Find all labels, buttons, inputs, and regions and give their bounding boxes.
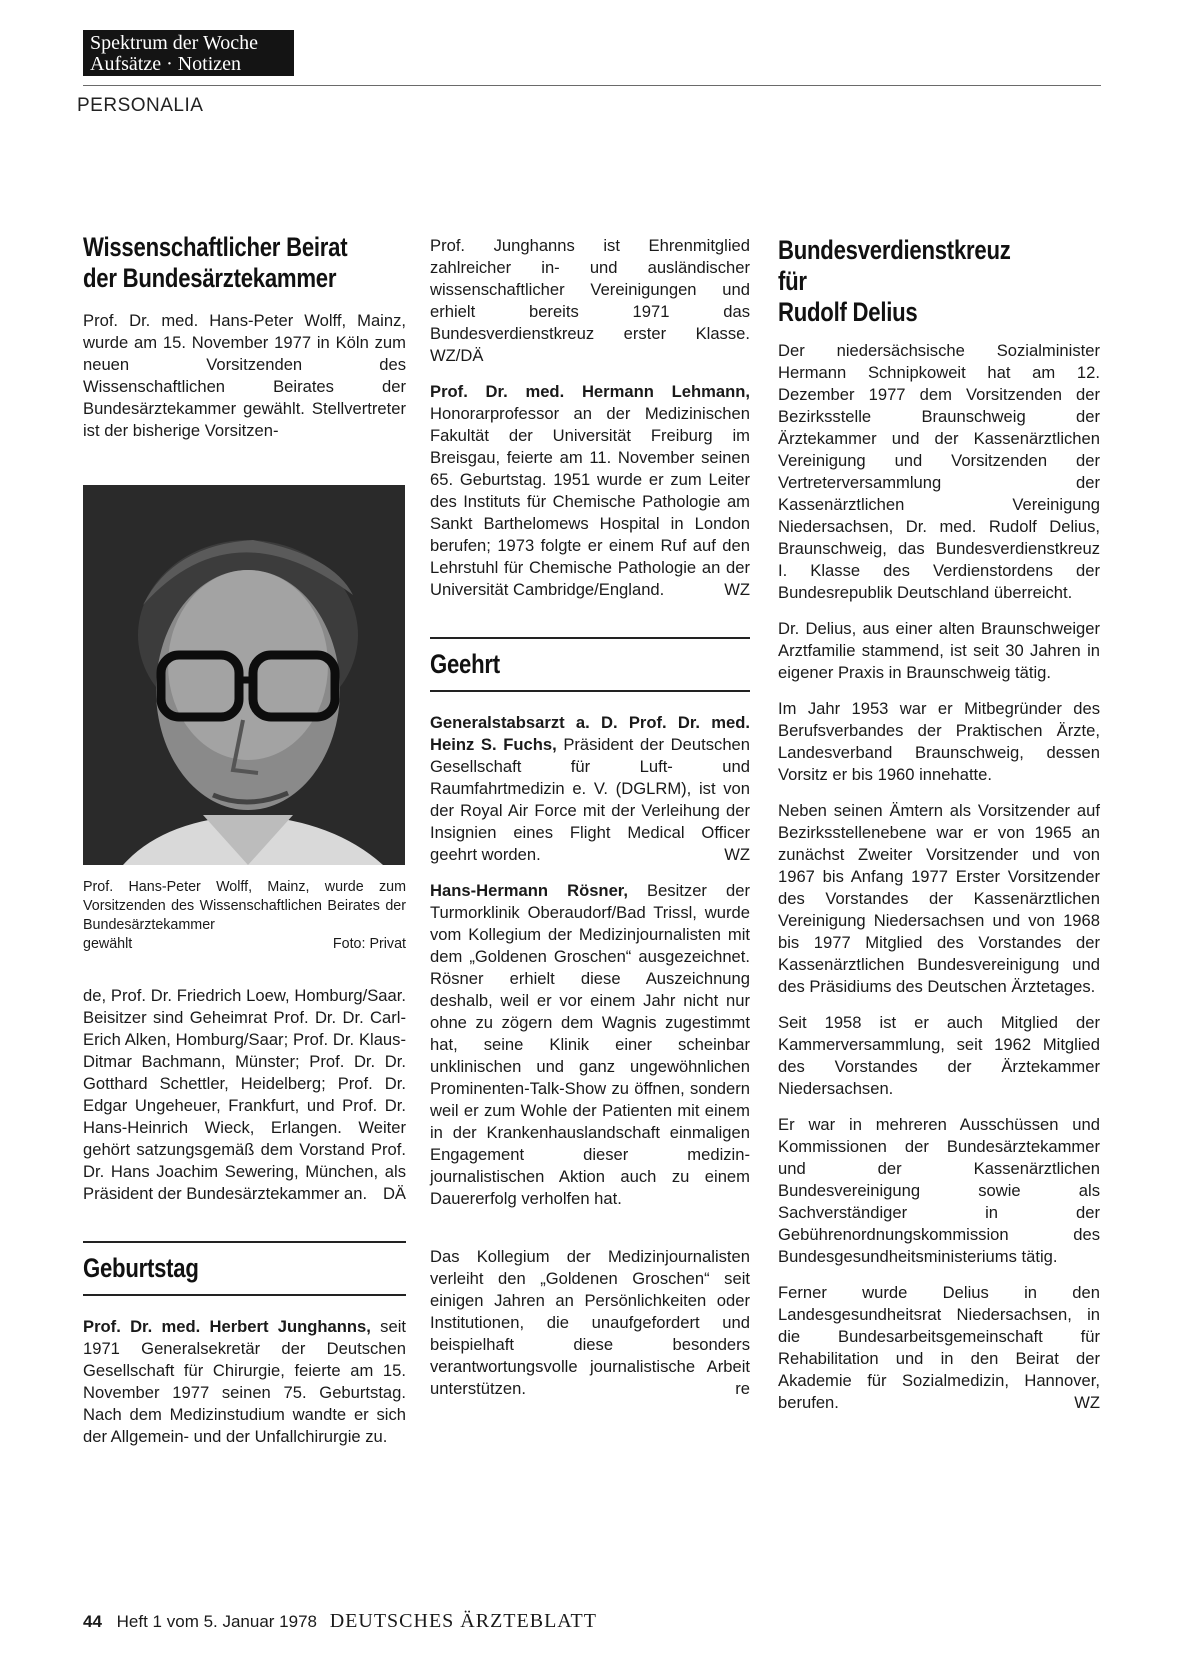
column-1-top (83, 232, 406, 442)
rule-geburtstag-bottom (83, 1294, 406, 1296)
section-heading-geburtstag: Geburtstag (83, 1253, 199, 1283)
page-number: 44 (83, 1612, 102, 1631)
delius-paragraph-2: Dr. Delius, aus einer alten Braunschweiger Arztfamilie stammend, ist seit 30 Jahren in eigener Praxis in Braunschweig tätig. (778, 619, 1100, 682)
fuchs-text: Präsident der Deutschen Gesellschaft für Luft- und Raumfahrtmedizin e. V. (DGLRM), ist von der Royal Air Force mit der Verleihung der Insignien eines Flight Medical Officer geehrt worden. (430, 735, 750, 864)
fuchs-paragraph (430, 712, 750, 866)
beirat-signature: DÄ (382, 1184, 406, 1203)
junghanns-paragraph (83, 1316, 406, 1448)
junghanns-name: Prof. Dr. med. Herbert Junghanns, (83, 1317, 371, 1336)
issue-info: Heft 1 vom 5. Januar 1978 (116, 1612, 317, 1631)
section-tag-line2: Aufsätze · Notizen (90, 53, 242, 75)
rule-geehrt-bottom (430, 690, 750, 692)
lehmann-signature: WZ (724, 580, 750, 599)
section-heading-geehrt: Geehrt (430, 649, 500, 679)
kollegium-paragraph: Das Kollegium der Medizinjournalisten verleiht den „Goldenen Groschen“ seit einigen Jahren an Persönlichkeiten oder Institutionen, die unaufgefordert und beispielhaft diese besonders verantwortungsvolle journalistische Arbeit unterstützen. (430, 1247, 750, 1398)
portrait-photo (83, 485, 405, 865)
roesner-text: Besitzer der Turmorklinik Oberaudorf/Bad Trissl, wurde vom Kollegium der Medizinjournalisten mit dem „Goldenen Groschen“ ausgezeichnet. Rösner erhielt diese Auszeichnung deshalb, weil er vor einem Jahr nicht nur ohne zu zögern dem Wagnis zugestimmt hat, seine Klinik einer scheinbar unklinischen und ganz ungewöhnlichen Prominenten-Talk-Show zu öffnen, sondern weil er zum Wohle der Patienten mit einem in der Krankenhauslandschaft einmaligen Engagement dieser medizin-journalistischen Aktion auch zu einem Dauererfolg verholfen hat. (430, 881, 750, 1208)
delius-paragraph-1: Der niedersächsische Sozialminister Hermann Schnipkoweit hat am 12. Dezember 1977 dem Vorsitzenden der Bezirksstelle Braunschweig der Ärztekammer und der Kassenärztlichen Vereinigung und Vorsitzenden der Vertreterversammlung der Kassenärztlichen Vereinigung Niedersachsen, Dr. med. Rudolf Delius, Braunschweig, das Bundesverdienstkreuz I. Klasse des Verdienstordens der Bundesrepublik Deutschland überreicht. (778, 341, 1100, 602)
kollegium-signature: re (735, 1379, 750, 1398)
header-rule (83, 85, 1101, 86)
delius-paragraph-5: Seit 1958 ist er auch Mitglied der Kammerversammlung, seit 1962 Mitglied des Vorstandes der Ärztekammer Niedersachsen. (778, 1013, 1100, 1098)
delius-signature: WZ (1074, 1393, 1100, 1412)
delius-paragraph-3: Im Jahr 1953 war er Mitbegründer des Berufsverbandes der Praktischen Ärzte, Landesverband Braunschweig, dessen Vorsitz er bis 1960 innehatte. (778, 699, 1100, 784)
lehmann-paragraph (430, 381, 750, 601)
delius-paragraph-7: Ferner wurde Delius in den Landesgesundheitsrat Niedersachsen, in die Bundesarbeitsgemeinschaft für Rehabilitation und in den Beirat der Akademie für Sozialmedizin, Hannover, berufen. (778, 1283, 1100, 1412)
article-heading-beirat: Wissenschaftlicher Beirat der Bundesärztekammer (83, 232, 348, 293)
delius-paragraph-6: Er war in mehreren Ausschüssen und Kommissionen der Bundesärztekammer und der Kassenärztlichen Bundesvereinigung sowie als Sachverständiger in der Gebührenordnungskommission des Bundesgesundheitsministeriums tätig. (778, 1115, 1100, 1266)
section-tag-line1: Spektrum der Woche (90, 32, 258, 54)
caption-text: Prof. Hans-Peter Wolff, Mainz, wurde zum Vorsitzenden des Wissenschaftlichen Beirates der Bundesärztekammer (83, 879, 406, 933)
caption-last-word: gewählt (83, 936, 133, 952)
junghanns-continued: Prof. Junghanns ist Ehrenmitglied zahlreicher in- und ausländischer wissenschaftlicher Vereinigungen und erhielt bereits 1971 das Bundesverdienstkreuz erster Klasse. WZ/DÄ (430, 236, 750, 365)
fuchs-name: Generalstabsarzt a. D. Prof. Dr. med. Heinz S. Fuchs, (430, 713, 750, 754)
photo-credit: Foto: Privat (332, 936, 406, 952)
roesner-name: Hans-Hermann Rösner, (430, 881, 628, 900)
photo-caption (83, 878, 406, 954)
article-heading-delius: Bundesverdienstkreuz für Rudolf Delius (778, 235, 1011, 327)
column-1-bottom (83, 985, 406, 1448)
roesner-paragraph (430, 880, 750, 1210)
section-tag-box (83, 30, 294, 76)
page-footer (83, 1610, 597, 1633)
column-2 (430, 235, 750, 1400)
section-label: PERSONALIA (77, 95, 204, 116)
fuchs-signature: WZ (724, 845, 750, 864)
lehmann-name: Prof. Dr. med. Hermann Lehmann, (430, 382, 750, 401)
rule-geburtstag-top (83, 1241, 406, 1243)
portrait-illustration (83, 485, 405, 865)
beirat-paragraph-2: de, Prof. Dr. Friedrich Loew, Homburg/Saar. Beisitzer sind Geheimrat Prof. Dr. Dr. Carl-Erich Alken, Homburg/Saar; Prof. Dr. Klaus-Ditmar Bachmann, Münster; Prof. Dr. Dr. Gotthard Schettler, Heidelberg; Prof. Dr. Edgar Ungeheuer, Frankfurt, und Prof. Dr. Hans-Heinrich Wieck, Erlangen. Weiter gehört satzungsgemäß dem Vorstand Prof. Dr. Hans Joachim Sewering, München, als Präsident der Bundesärztekammer an. (83, 986, 406, 1203)
lehmann-text: Honorarprofessor an der Medizinischen Fakultät der Universität Freiburg im Breisgau, feierte am 11. November seinen 65. Geburtstag. 1951 wurde er zum Leiter des Instituts für Chemische Pathologie am Sankt Barthelomews Hospital in London berufen; 1973 folgte er einem Ruf auf den Lehrstuhl für Chemische Pathologie an der Universität Cambridge/England. (430, 404, 750, 599)
column-3 (778, 235, 1100, 1414)
magazine-name: DEUTSCHES ÄRZTEBLATT (329, 1610, 597, 1632)
junghanns-text: seit 1971 Generalsekretär der Deutschen Gesellschaft für Chirurgie, feierte am 15. November 1977 seinen 75. Geburtstag. Nach dem Medizinstudium wandte er sich der Allgemein- und der Unfallchirurgie zu. (83, 1317, 406, 1446)
beirat-paragraph-1: Prof. Dr. med. Hans-Peter Wolff, Mainz, wurde am 15. November 1977 in Köln zum neuen Vorsitzenden des Wissenschaftlichen Beirates der Bundesärztekammer gewählt. Stellvertreter ist der bisherige Vorsitzen- (83, 311, 406, 440)
rule-geehrt-top (430, 637, 750, 639)
delius-paragraph-4: Neben seinen Ämtern als Vorsitzender auf Bezirksstellenebene war er von 1965 an zunächst Zweiter Vorsitzender und von 1967 bis Anfang 1977 Erster Vorsitzender des Vorstandes der Kassenärztlichen Vereinigung Niedersachsen und von 1968 bis 1977 Mitglied des Vorstandes der Kassenärztlichen Bundesvereinigung und des Präsidiums des Deutschen Ärztetages. (778, 801, 1100, 996)
